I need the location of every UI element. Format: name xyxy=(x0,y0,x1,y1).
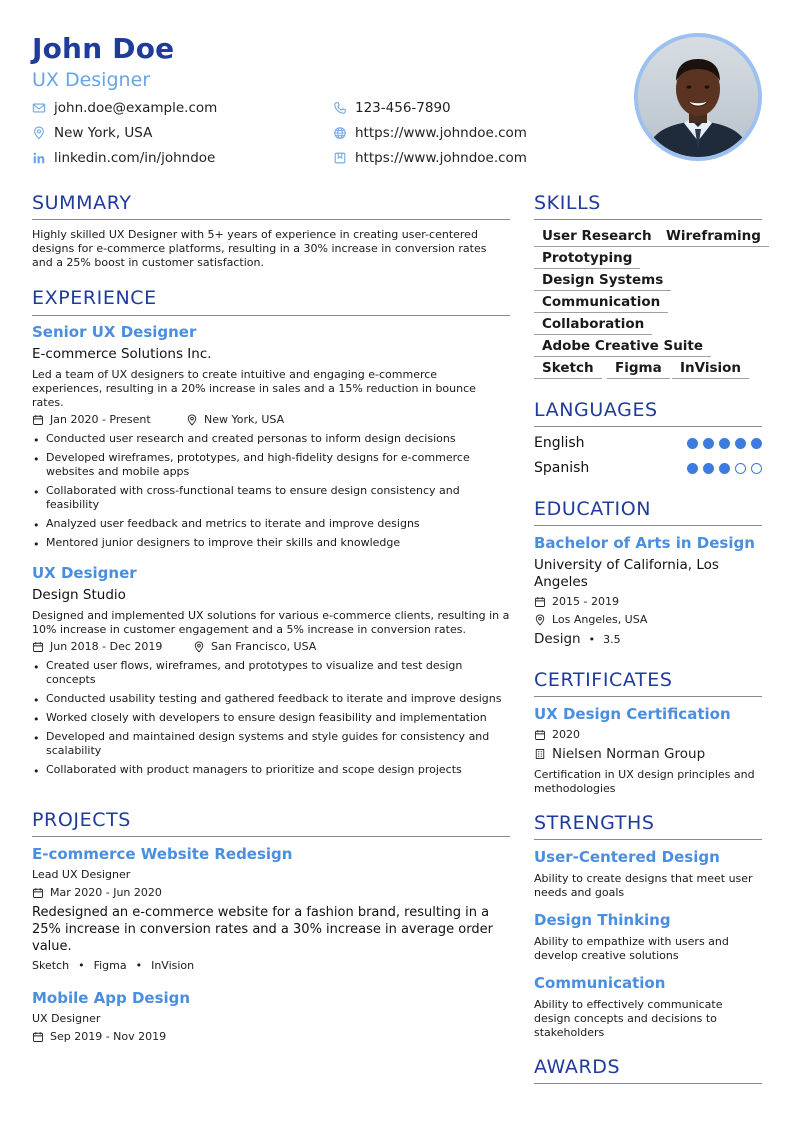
calendar-icon xyxy=(534,729,546,741)
job-dates-text: Jun 2018 - Dec 2019 xyxy=(50,640,163,653)
school-name: University of California, Los Angeles xyxy=(534,557,719,590)
skill-tag: Design Systems xyxy=(534,272,671,291)
language-name: English xyxy=(534,435,585,451)
skill-tag: Figma xyxy=(607,360,670,379)
contact-phone-text: 123-456-7890 xyxy=(355,100,451,116)
contact-website-text: https://www.johndoe.com xyxy=(355,125,527,141)
calendar-icon xyxy=(534,596,546,608)
tag-separator: • xyxy=(78,959,85,972)
contact-portfolio-text: https://www.johndoe.com xyxy=(355,150,527,166)
project-name: E-commerce Website Redesign xyxy=(32,845,293,863)
list-item: • Conducted usability testing and gathered feedback to iterate and improve designs xyxy=(32,692,510,706)
candidate-name: John Doe xyxy=(32,32,175,65)
job-description: Designed and implemented UX solutions for various e-commerce clients, resulting in a 10% increase in customer engagement and a 5% increase in conversion rates. xyxy=(32,609,510,636)
contact-location-text: New York, USA xyxy=(54,125,153,141)
contact-linkedin[interactable] xyxy=(32,150,215,166)
project-role: UX Designer xyxy=(32,1012,101,1025)
summary-divider xyxy=(32,219,510,220)
language-rating xyxy=(682,438,762,449)
location-pin-icon xyxy=(193,641,205,653)
rating-dot-filled xyxy=(687,438,698,449)
awards-divider xyxy=(534,1083,762,1084)
list-item: • Collaborated with product managers to prioritize and scope design projects xyxy=(32,763,510,777)
calendar-icon xyxy=(32,641,44,653)
phone-icon xyxy=(333,101,347,115)
experience-heading: EXPERIENCE xyxy=(32,287,157,309)
list-item: • Worked closely with developers to ensure design feasibility and implementation xyxy=(32,711,510,725)
strength-description: Ability to empathize with users and develop creative solutions xyxy=(534,935,729,962)
skill-tag: Prototyping xyxy=(534,250,640,269)
language-row xyxy=(534,435,762,451)
field-separator: • xyxy=(588,632,596,646)
skill-tag: Wireframing xyxy=(658,228,769,247)
contact-email-text: john.doe@example.com xyxy=(54,100,218,116)
job-title: UX Designer xyxy=(32,564,137,582)
job-dates-text: Jan 2020 - Present xyxy=(50,413,151,426)
rating-dot-filled xyxy=(703,463,714,474)
tool-tag: InVision xyxy=(151,959,195,972)
skills-divider xyxy=(534,219,762,220)
rating-dot-filled xyxy=(719,463,730,474)
languages-divider xyxy=(534,426,762,427)
project-tools xyxy=(32,959,510,972)
calendar-icon xyxy=(32,887,44,899)
rating-dot-filled xyxy=(703,438,714,449)
contact-linkedin-text: linkedin.com/in/johndoe xyxy=(54,150,216,166)
job-dates xyxy=(32,413,151,426)
strength-name: Design Thinking xyxy=(534,911,671,929)
language-row xyxy=(534,460,762,476)
languages-heading: LANGUAGES xyxy=(534,399,658,421)
contact-location xyxy=(32,125,152,141)
job-title: Senior UX Designer xyxy=(32,323,197,341)
rating-dot-empty xyxy=(751,463,762,474)
mail-icon xyxy=(32,101,46,115)
strength-name: User-Centered Design xyxy=(534,848,720,866)
profile-photo xyxy=(634,33,762,161)
strengths-divider xyxy=(534,839,762,840)
certificates-divider xyxy=(534,696,762,697)
rating-dot-empty xyxy=(735,463,746,474)
rating-dot-filled xyxy=(687,463,698,474)
project-dates xyxy=(32,1030,166,1043)
skill-tag: Communication xyxy=(534,294,668,313)
list-item: • Analyzed user feedback and metrics to iterate and improve designs xyxy=(32,517,510,531)
rating-dot-filled xyxy=(735,438,746,449)
project-dates xyxy=(32,886,162,899)
job-company: E-commerce Solutions Inc. xyxy=(32,346,212,362)
education-dates-text: 2015 - 2019 xyxy=(552,595,619,608)
location-pin-icon xyxy=(32,126,46,140)
field-of-study: Design xyxy=(534,631,581,647)
tool-tag: Figma xyxy=(93,959,127,972)
calendar-icon xyxy=(32,414,44,426)
certificate-year xyxy=(534,728,580,741)
contact-email[interactable] xyxy=(32,100,217,116)
building-icon xyxy=(534,748,546,760)
education-dates xyxy=(534,595,619,608)
education-location xyxy=(534,613,647,626)
bookmark-icon xyxy=(333,151,347,165)
skill-tag: Adobe Creative Suite xyxy=(534,338,711,357)
strength-description: Ability to create designs that meet user needs and goals xyxy=(534,872,753,899)
job-dates xyxy=(32,640,162,653)
list-item: • Mentored junior designers to improve their skills and knowledge xyxy=(32,536,510,550)
summary-text: Highly skilled UX Designer with 5+ years of experience in creating user-centered designs for e-commerce platforms, resulting in a 30% increase in conversion rates and a 25% boost in customer satisfaction. xyxy=(32,228,487,269)
list-item: • Developed wireframes, prototypes, and high-fidelity designs for e-commerce websites and mobile apps xyxy=(32,451,510,479)
candidate-title: UX Designer xyxy=(32,69,151,91)
projects-divider xyxy=(32,836,510,837)
project-description: Redesigned an e-commerce website for a fashion brand, resulting in a 25% increase in conversion rates and a 30% increase in average order value. xyxy=(32,905,493,954)
avatar-portrait xyxy=(638,37,758,157)
job-company: Design Studio xyxy=(32,587,126,603)
strength-name: Communication xyxy=(534,974,666,992)
rating-dot-filled xyxy=(719,438,730,449)
skills-heading: SKILLS xyxy=(534,192,601,214)
contact-website[interactable] xyxy=(333,125,527,141)
certificates-heading: CERTIFICATES xyxy=(534,669,673,691)
calendar-icon xyxy=(32,1031,44,1043)
strength-description: Ability to effectively communicate design concepts and decisions to stakeholders xyxy=(534,998,723,1039)
list-item: • Developed and maintained design systems and style guides for consistency and scalability xyxy=(32,730,510,758)
gpa-value: 3.5 xyxy=(603,632,621,646)
strengths-heading: STRENGTHS xyxy=(534,812,655,834)
certificate-description: Certification in UX design principles and methodologies xyxy=(534,768,755,795)
rating-dot-filled xyxy=(751,438,762,449)
project-dates-text: Mar 2020 - Jun 2020 xyxy=(50,886,162,899)
summary-heading: SUMMARY xyxy=(32,192,132,214)
job-bullets xyxy=(32,659,510,782)
skill-tag: Collaboration xyxy=(534,316,652,335)
tool-tag: Sketch xyxy=(32,959,70,972)
education-heading: EDUCATION xyxy=(534,498,652,520)
skill-tag: User Research xyxy=(534,228,660,247)
education-divider xyxy=(534,525,762,526)
projects-heading: PROJECTS xyxy=(32,809,131,831)
project-role: Lead UX Designer xyxy=(32,868,131,881)
language-name: Spanish xyxy=(534,460,590,476)
tag-separator: • xyxy=(135,959,143,972)
certificate-name: UX Design Certification xyxy=(534,705,731,723)
job-location-text: New York, USA xyxy=(204,413,285,426)
linkedin-icon xyxy=(32,151,46,165)
job-location xyxy=(193,640,316,653)
certificate-issuer xyxy=(534,746,705,762)
globe-icon xyxy=(333,126,347,140)
contact-portfolio[interactable] xyxy=(333,150,527,166)
skill-tag: InVision xyxy=(672,360,749,379)
job-location-text: San Francisco, USA xyxy=(211,640,317,653)
project-name: Mobile App Design xyxy=(32,989,191,1007)
list-item: • Collaborated with cross-functional teams to ensure design consistency and feasibility xyxy=(32,484,510,512)
experience-divider xyxy=(32,315,510,316)
education-location-text: Los Angeles, USA xyxy=(552,613,648,626)
contact-phone[interactable] xyxy=(333,100,451,116)
certificate-year-text: 2020 xyxy=(552,728,580,741)
language-rating xyxy=(682,463,762,474)
list-item: • Created user flows, wireframes, and prototypes to visualize and test design concepts xyxy=(32,659,510,687)
degree-name: Bachelor of Arts in Design xyxy=(534,534,755,552)
location-pin-icon xyxy=(186,414,198,426)
location-pin-icon xyxy=(534,614,546,626)
certificate-issuer-text: Nielsen Norman Group xyxy=(552,746,706,762)
education-field-gpa xyxy=(534,631,762,647)
job-description: Led a team of UX designers to create intuitive and engaging e-commerce experiences, resulting in a 20% increase in sales and a 15% reduction in bounce rates. xyxy=(32,368,476,409)
list-item: • Conducted user research and created personas to inform design decisions xyxy=(32,432,510,446)
job-bullets xyxy=(32,432,510,555)
awards-heading: AWARDS xyxy=(534,1056,621,1078)
skill-tag: Sketch xyxy=(534,360,602,379)
job-location xyxy=(186,413,284,426)
project-dates-text: Sep 2019 - Nov 2019 xyxy=(50,1030,167,1043)
